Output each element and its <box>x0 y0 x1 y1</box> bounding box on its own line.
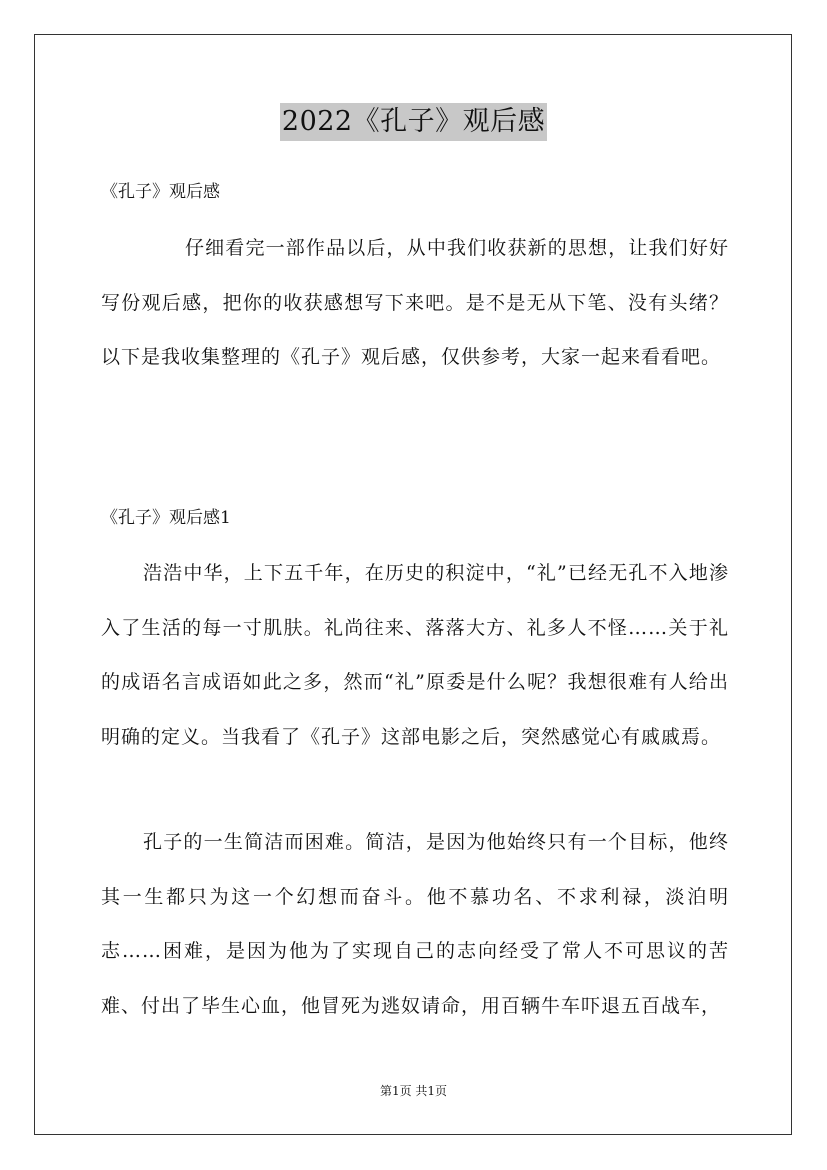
section-heading: 《孔子》观后感1 <box>101 508 231 528</box>
body-paragraph-2: 孔子的一生简洁而困难。简洁，是因为他始终只有一个目标，他终其一生都只为这一个幻想而奋斗。他不慕功名、不求利禄，淡泊明志……困难，是因为他为了实现自己的志向经受了常人不可思议的苦难、付出了毕生心血，他冒死为逃奴请命，用百辆牛车吓退五百战车， <box>101 831 729 1017</box>
page-footer: 第1页 共1页 <box>379 1084 448 1098</box>
intro-paragraph: 仔细看完一部作品以后，从中我们收获新的思想，让我们好好写份观后感，把你的收获感想写下来吧。是不是无从下笔、没有头绪？以下是我收集整理的《孔子》观后感，仅供参考，大家一起来看看吧。 <box>101 237 729 368</box>
document-subtitle: 《孔子》观后感 <box>101 182 220 202</box>
title-container <box>0 103 827 141</box>
body-paragraph-1: 浩浩中华，上下五千年，在历史的积淀中，“礼”已经无孔不入地渗入了生活的每一寸肌肤。礼尚往来、落落大方、礼多人不怪……关于礼的成语名言成语如此之多，然而“礼”原委是什么呢？我想很难有人给出明确的定义。当我看了《孔子》这部电影之后，突然感觉心有戚戚焉。 <box>101 562 729 748</box>
document-title: 2022《孔子》观后感 <box>280 103 547 141</box>
